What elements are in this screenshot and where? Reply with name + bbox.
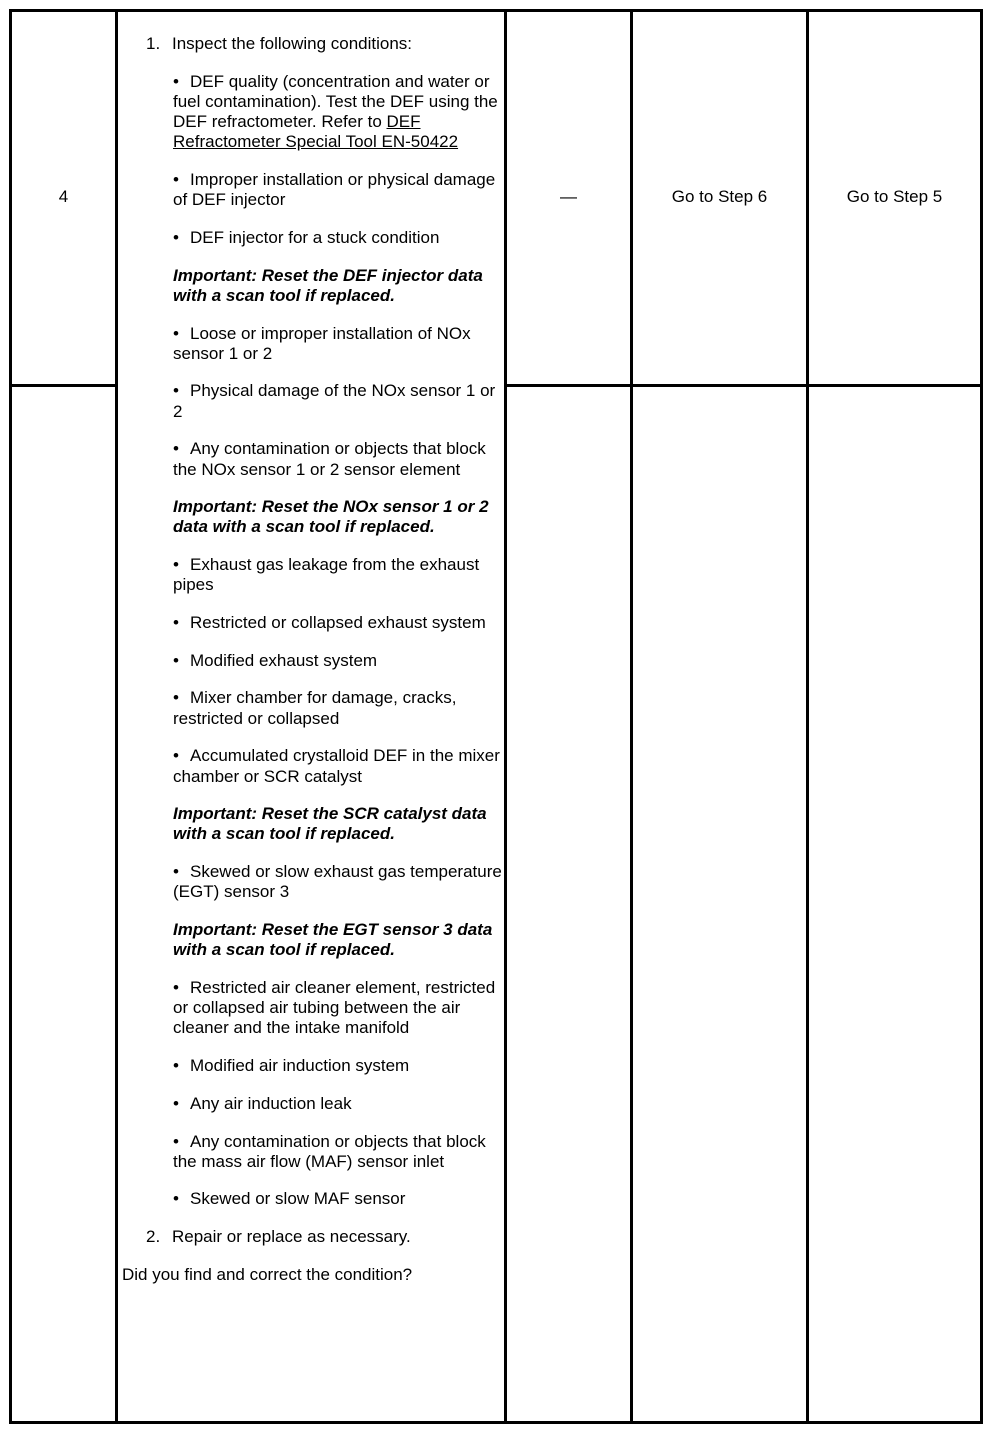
condition-item [122, 324, 502, 364]
row-divider-right [504, 384, 983, 387]
bullet-icon: • [173, 1093, 179, 1113]
bullet-icon: • [173, 613, 179, 633]
step-2-text: Repair or replace as necessary. [172, 1227, 411, 1247]
column-divider-step [115, 9, 118, 1424]
bullet-icon: • [173, 227, 179, 247]
condition-item [122, 746, 502, 786]
condition-item [122, 1094, 502, 1114]
condition-text: Physical damage of the NOx sensor 1 or 2 [173, 381, 496, 421]
condition-item [122, 978, 502, 1039]
step-1-number: 1. [146, 34, 161, 53]
condition-text: Any contamination or objects that block the mass air flow (MAF) sensor inlet [173, 1131, 486, 1171]
condition-text: Modified exhaust system [190, 650, 378, 670]
condition-text: Modified air induction system [190, 1056, 410, 1076]
important-note: Important: Reset the SCR catalyst data with a scan tool if replaced. [173, 804, 487, 844]
important-note: Important: Reset the NOx sensor 1 or 2 data with a scan tool if replaced. [173, 497, 489, 537]
bullet-icon: • [173, 170, 179, 190]
column-divider-yes [806, 9, 809, 1424]
bullet-icon: • [173, 71, 179, 91]
condition-text: Any contamination or objects that block the NOx sensor 1 or 2 sensor element [173, 439, 486, 479]
condition-item [122, 439, 502, 479]
no-action: Go to Step 5 [846, 187, 943, 206]
condition-item [122, 862, 502, 902]
condition-text: Accumulated crystalloid DEF in the mixer chamber or SCR catalyst [173, 746, 500, 786]
column-divider-action [504, 9, 507, 1424]
condition-item [122, 613, 502, 633]
bullet-icon: • [173, 323, 179, 343]
yes-action: Go to Step 6 [671, 187, 768, 206]
condition-item [122, 688, 502, 728]
bullet-icon: • [173, 978, 179, 997]
condition-item [122, 651, 502, 671]
bullet-icon: • [173, 439, 179, 459]
condition-item [122, 228, 502, 248]
value-cell: — [560, 187, 577, 206]
procedure-step-2 [122, 1227, 502, 1247]
condition-text: DEF quality (concentration and water or fuel contamination). Test the DEF using the DEF refractometer. Refer to [173, 71, 498, 132]
conditions-list [122, 72, 502, 1210]
refractometer-reference-link[interactable]: DEF Refractometer Special Tool EN-50422 [173, 112, 459, 152]
bullet-icon: • [173, 1189, 179, 1209]
bullet-icon: • [173, 688, 179, 708]
bullet-icon: • [173, 1056, 179, 1076]
condition-text: Skewed or slow MAF sensor [190, 1189, 406, 1209]
bullet-icon: • [173, 650, 179, 670]
condition-text: Any air induction leak [190, 1093, 352, 1113]
row-divider-step [9, 384, 118, 387]
condition-item [122, 170, 502, 210]
table-border-top [9, 9, 983, 12]
column-divider-value [630, 9, 633, 1424]
table-border-right [980, 9, 983, 1424]
condition-item [122, 1189, 502, 1209]
condition-text: Restricted or collapsed exhaust system [190, 613, 486, 633]
condition-text: Improper installation or physical damage of DEF injector [173, 170, 496, 210]
condition-text: DEF injector for a stuck condition [190, 227, 440, 247]
condition-text: Restricted air cleaner element, restricted or collapsed air tubing between the air cleaner and the intake manifold [173, 978, 496, 1038]
condition-text: Skewed or slow exhaust gas temperature (EGT) sensor 3 [173, 862, 502, 902]
condition-item [122, 72, 502, 153]
step-2-number: 2. [146, 1227, 161, 1247]
bullet-icon: • [173, 746, 179, 766]
condition-text: Loose or improper installation of NOx sensor 1 or 2 [173, 323, 471, 363]
condition-text: Exhaust gas leakage from the exhaust pipes [173, 555, 480, 595]
bullet-icon: • [173, 1131, 179, 1151]
condition-item [122, 1056, 502, 1076]
condition-item [122, 381, 502, 421]
condition-text: Mixer chamber for damage, cracks, restricted or collapsed [173, 688, 457, 728]
question-text: Did you find and correct the condition? [122, 1264, 413, 1284]
condition-item [122, 555, 502, 595]
action-procedure [122, 34, 502, 1285]
table-border-left [9, 9, 12, 1424]
step-1-text: Inspect the following conditions: [172, 34, 413, 53]
table-border-bottom [9, 1421, 983, 1424]
procedure-step-1 [122, 34, 502, 54]
bullet-icon: • [173, 555, 179, 575]
important-note: Important: Reset the EGT sensor 3 data with a scan tool if replaced. [173, 920, 493, 960]
bullet-icon: • [173, 381, 179, 401]
important-note: Important: Reset the DEF injector data with a scan tool if replaced. [173, 265, 483, 305]
condition-item [122, 1132, 502, 1172]
step-number: 4 [58, 187, 69, 206]
bullet-icon: • [173, 862, 179, 882]
